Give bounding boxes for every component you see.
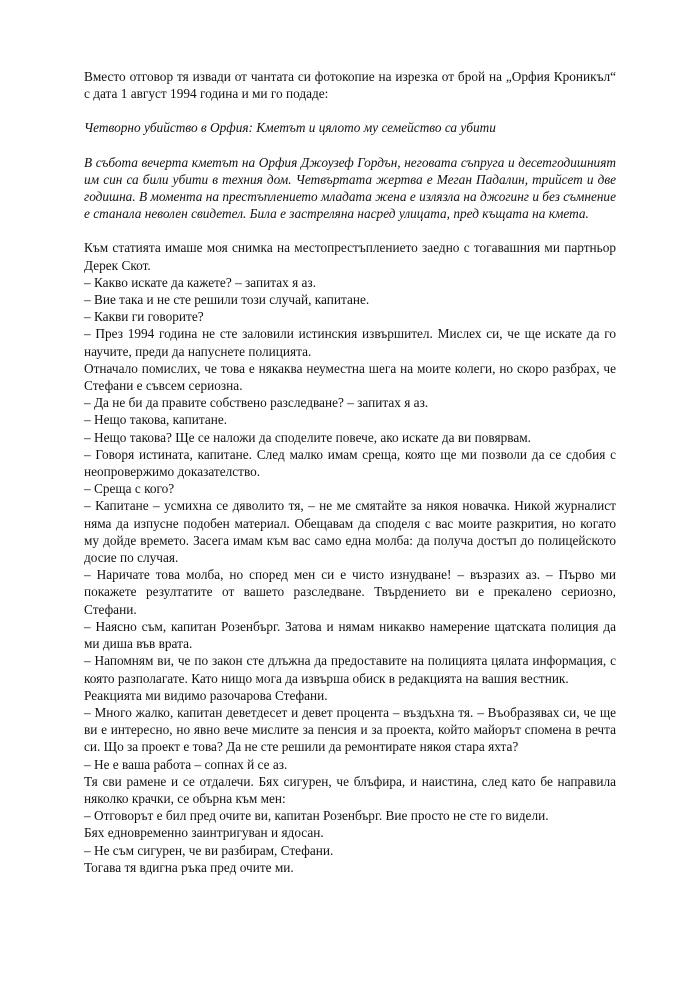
paragraph: – Да не би да правите собствено разследване? – запитах я аз. [84,395,429,411]
paragraph-spacer [84,137,616,154]
paragraph: – Нещо такова? Ще се наложи да споделите повече, ако искате да ви повярвам. [84,429,531,445]
paragraph: – Говоря истината, капитане. След малко имам среща, която ще ми позволи да се сдобия с неопровержимо доказателство. [84,446,616,480]
paragraph: – Какви ги говорите? [84,309,204,325]
italic-paragraph: В събота вечерта кметът на Орфия Джоузеф Гордън, неговата съпруга и десетгодишният им син са били убити в техния дом. Четвъртата жертва е Меган Падалин, трийсет и две годишна. В момента на престъплението младата жена е излязла на джогинг и без съмнение е станала неволен свидетел. Била е застреляна насред улицата, пред къщата на кмета. [84,154,616,222]
paragraph: – Не е ваша работа – сопнах й се аз. [84,756,288,772]
paragraph: – Какво искате да кажете? – запитах я аз. [84,274,317,290]
paragraph: – Не съм сигурен, че ви разбирам, Стефани. [84,842,334,858]
paragraph: – Капитане – усмихна се дяволито тя, – не ме смятайте за някоя новачка. Никой журналист няма да изпусне подобен материал. Обещавам да споделя с вас моите разкрития, но когато му дойде времето. Засега имам към вас само една молба: да получа достъп до полицейското досие по случая. [84,498,616,566]
paragraph: – Много жалко, капитан деветдесет и девет процента – въздъхна тя. – Въобразявах си, че ще ви е интересно, но явно вече мислите за пенсия и за проекта, който майорът спомена в речта си. Що за проект е това? Да не сте решили да ремонтирате някоя стара яхта? [84,704,616,755]
paragraph-spacer [84,102,616,119]
italic-paragraph: Четворно убийство в Орфия: Кметът и цялото му семейство са убити [84,120,496,136]
paragraph: – През 1994 година не сте заловили истинския извършител. Мислех си, че ще искате да го научите, преди да напуснете полицията. [84,326,616,359]
paragraph: – Напомням ви, че по закон сте длъжна да предоставите на полицията цялата информация, с която разполагате. Като нищо мога да извърша обиск в редакцията на вашия вестник. [84,653,616,686]
paragraph: – Нещо такова, капитане. [84,412,228,428]
paragraph: – Наричате това молба, но според мен си е чисто изнудване! – възразих аз. – Първо ми покажете резултатите от вашето разследване. Твърдението ви е прекалено сериозно, Стефани. [84,567,616,617]
paragraph: – Среща с кого? [84,481,175,497]
paragraph: Вместо отговор тя извади от чантата си фотокопие на изрезка от брой на „Орфия Кроникъл“ с дата 1 август 1994 година и ми го подаде: [84,69,616,102]
paragraph: Тогава тя вдигна ръка пред очите ми. [84,859,294,875]
paragraph: – Наясно съм, капитан Розенбърг. Затова и нямам никакво намерение щатската полиция да ми диша във врата. [84,618,616,652]
paragraph-spacer [84,222,616,239]
paragraph: Отначало помислих, че това е някаква неуместна шега на моите колеги, но скоро разбрах, че Стефани е съвсем сериозна. [84,360,616,394]
paragraph: – Вие така и не сте решили този случай, капитане. [84,292,370,308]
paragraph: Бях едновременно заинтригуван и ядосан. [84,825,324,841]
paragraph: – Отговорът е бил пред очите ви, капитан Розенбърг. Вие просто не сте го видели. [84,808,549,824]
document-page [84,68,616,876]
paragraph: Към статията имаше моя снимка на местопрестъплението заедно с тогавашния ми партньор Дерек Скот. [84,240,616,273]
paragraph: Реакцията ми видимо разочарова Стефани. [84,687,328,703]
paragraph: Тя сви рамене и се отдалечи. Бях сигурен, че блъфира, и наистина, след като бе направила няколко крачки, се обърна към мен: [84,773,616,806]
